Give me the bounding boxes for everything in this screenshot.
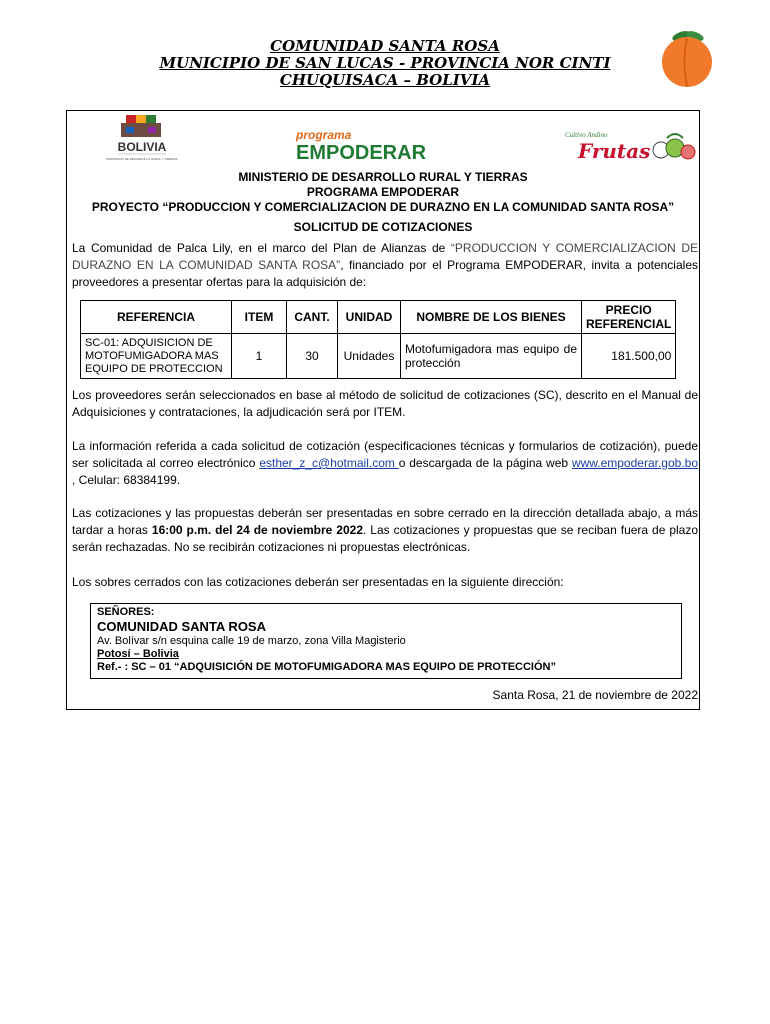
header-line-3: CHUQUISACA – BOLIVIA — [279, 71, 491, 89]
address-reference: Ref.- : SC – 01 “ADQUISICIÓN DE MOTOFUMIGADORA MAS EQUIPO DE PROTECCIÓN” — [97, 661, 556, 673]
intro-text-end: , financiado por el Programa EMPODERAR, invita a potenciales proveedores a presentar ofertas para la adquisición de: — [72, 258, 698, 289]
bolivia-logo-subtext: MINISTERIO DE DESARROLLO RURAL Y TIERRAS — [106, 157, 178, 161]
address-senores: SEÑORES: — [97, 606, 155, 618]
ministry-title: MINISTERIO DE DESARROLLO RURAL Y TIERRAS — [238, 170, 528, 184]
cell-nombre: Motofumigadora mas equipo de protección — [401, 334, 582, 379]
col-header-cant: CANT. — [287, 301, 338, 334]
info-text-mid: o descargada de la página web — [398, 456, 572, 470]
frutas-logo-icon — [553, 128, 703, 164]
cell-referencia: SC-01: ADQUISICION DE MOTOFUMIGADORA MAS EQUIPO DE PROTECCION — [81, 334, 232, 379]
cell-cant: 30 — [287, 334, 338, 379]
info-text-end: , Celular: 68384199. — [72, 473, 181, 487]
program-title: PROGRAMA EMPODERAR — [306, 185, 460, 199]
empoderar-logo-icon — [293, 128, 429, 164]
address-name: COMUNIDAD SANTA ROSA — [97, 619, 266, 634]
frutas-logo-toptext: Cultivo Andino — [565, 131, 608, 139]
cell-item: 1 — [232, 334, 287, 379]
address-city: Potosí – Bolivia — [97, 648, 179, 660]
table-row — [81, 334, 676, 379]
header-line-1: COMUNIDAD SANTA ROSA — [270, 37, 500, 55]
info-text-start: La información referida a cada solicitud de cotización (especificaciones técnicas y formularios de cotización), puede ser solicitada al correo electrónico — [72, 439, 698, 470]
intro-project-name: “PRODUCCION Y COMERCIALIZACION DE DURAZNO EN LA COMUNIDAD SANTA ROSA” — [72, 241, 698, 272]
email-link[interactable]: esther_z_c@hotmail.com — [259, 456, 399, 470]
table-header-row — [81, 301, 676, 334]
empoderar-logo-programa: programa — [296, 128, 352, 142]
deadline-paragraph — [72, 505, 698, 556]
bolivia-logo-text: BOLIVIA — [117, 140, 167, 154]
deadline-datetime: 16:00 p.m. del 24 de noviembre 2022 — [151, 523, 364, 537]
col-header-referencia: REFERENCIA — [81, 301, 232, 334]
frutas-logo-text: Frutas — [578, 139, 651, 163]
address-box — [90, 603, 682, 679]
peach-logo-icon — [655, 26, 719, 90]
deadline-text-start: Las cotizaciones y las propuestas deberán ser presentadas en sobre cerrado en la dirección detallada abajo, a más tardar a horas — [72, 506, 698, 537]
col-header-nombre: NOMBRE DE LOS BIENES — [401, 301, 582, 334]
goods-table — [80, 300, 676, 379]
submission-paragraph: Los sobres cerrados con las cotizaciones deberán ser presentadas en la siguiente dirección: — [72, 575, 564, 589]
info-paragraph — [72, 438, 698, 489]
document-date: Santa Rosa, 21 de noviembre de 2022 — [492, 688, 698, 702]
empoderar-logo-text: EMPODERAR — [296, 142, 427, 164]
intro-paragraph — [72, 240, 698, 291]
address-street: Av. Bolívar s/n esquina calle 19 de marzo, zona Villa Magisterio — [97, 635, 406, 647]
selection-paragraph: Los proveedores serán seleccionados en base al método de solicitud de cotizaciones (SC), descrito en el Manual de Adquisiciones y contrataciones, la adjudicación será por ITEM. — [72, 388, 698, 419]
request-title: SOLICITUD DE COTIZACIONES — [293, 220, 473, 234]
col-header-unidad: UNIDAD — [338, 301, 401, 334]
intro-text-start: La Comunidad de Palca Lily, en el marco del Plan de Alianzas de — [72, 241, 451, 255]
website-link[interactable]: www.empoderar.gob.bo — [571, 456, 698, 470]
bolivia-logo-icon — [104, 113, 180, 165]
project-title: PROYECTO “PRODUCCION Y COMERCIALIZACION DE DURAZNO EN LA COMUNIDAD SANTA ROSA” — [91, 200, 675, 214]
header-line-2: MUNICIPIO DE SAN LUCAS - PROVINCIA NOR CINTI — [159, 54, 611, 72]
col-header-item: ITEM — [232, 301, 287, 334]
col-header-precio: PRECIO REFERENCIAL — [582, 301, 676, 334]
deadline-text-end: . Las cotizaciones y propuestas que se reciban fuera de plazo serán rechazadas. No se recibirán cotizaciones ni propuestas electrónicas. — [72, 523, 699, 554]
cell-precio: 181.500,00 — [582, 334, 676, 379]
cell-unidad: Unidades — [338, 334, 401, 379]
